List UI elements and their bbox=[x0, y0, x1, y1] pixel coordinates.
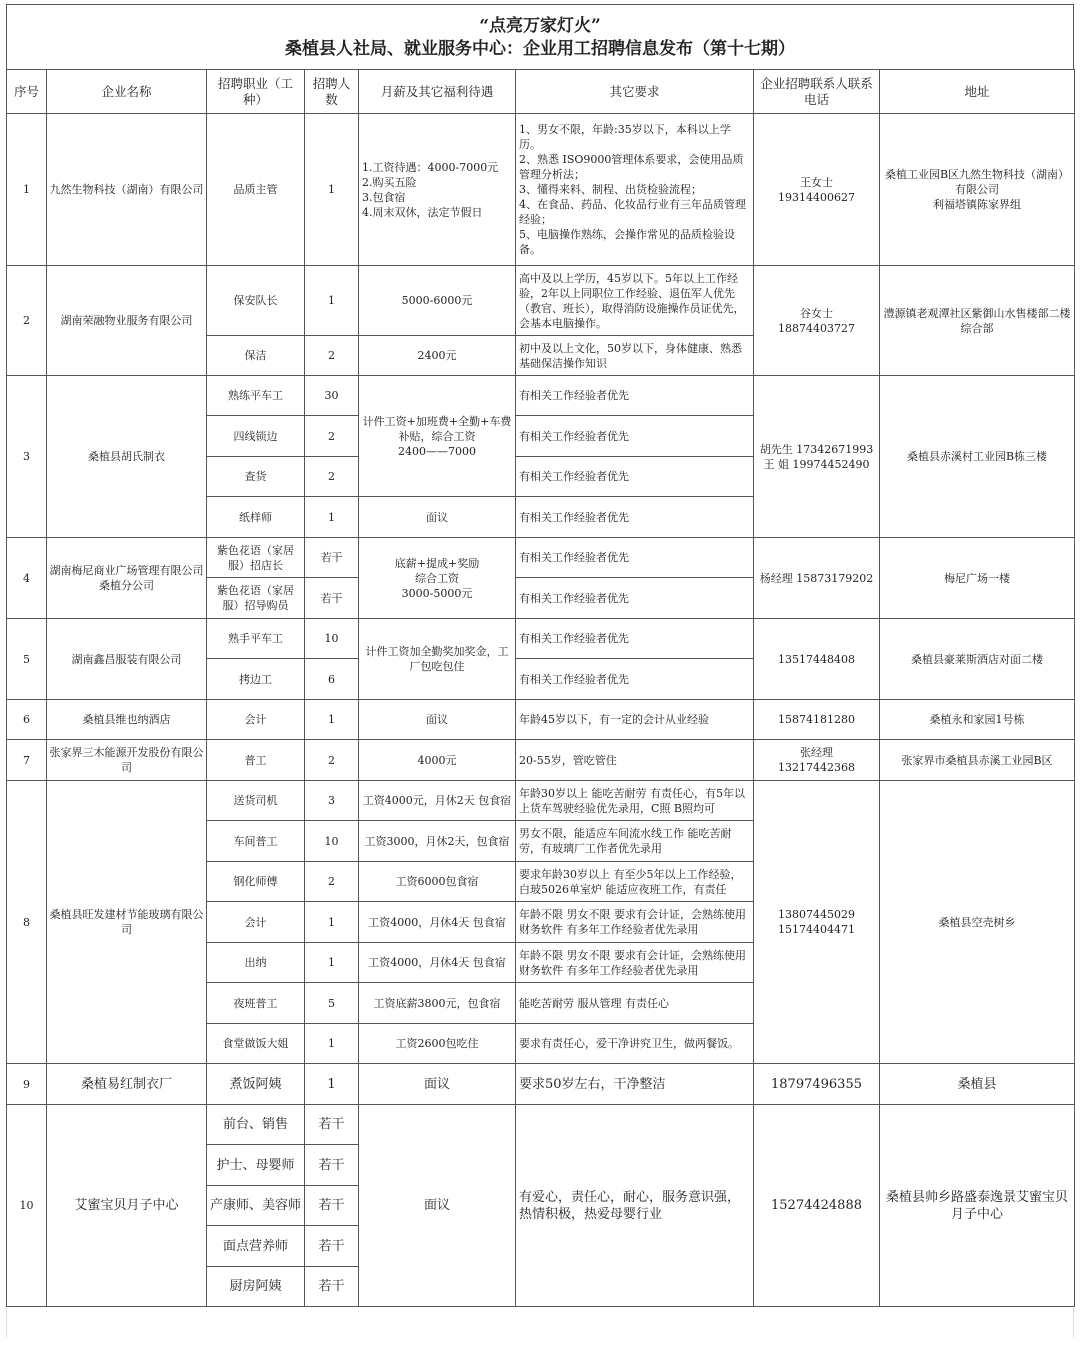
address-cell: 桑植县赤溪村工业园B栋三楼 bbox=[880, 376, 1075, 538]
position-cell: 普工 bbox=[207, 740, 305, 781]
header-salary: 月薪及其它福利待遇 bbox=[359, 70, 516, 114]
count-cell: 若干 bbox=[305, 1267, 359, 1307]
count-cell: 2 bbox=[305, 416, 359, 457]
position-cell: 会计 bbox=[207, 902, 305, 943]
position-cell: 食堂做饭大姐 bbox=[207, 1024, 305, 1064]
requirements-cell: 有相关工作经验者优先 bbox=[516, 497, 754, 538]
company-cell: 湖南荣融物业服务有限公司 bbox=[47, 266, 207, 376]
address-cell: 桑植县帅乡路盛泰逸景艾蜜宝贝月子中心 bbox=[880, 1105, 1075, 1307]
requirements-cell: 有相关工作经验者优先 bbox=[516, 457, 754, 497]
address-cell: 桑植工业园B区九然生物科技（湖南）有限公司 利福塔镇陈家界组 bbox=[880, 114, 1075, 266]
table-row bbox=[7, 1064, 1075, 1105]
count-cell: 若干 bbox=[305, 1226, 359, 1267]
position-cell: 四线锁边 bbox=[207, 416, 305, 457]
requirements-cell: 年龄不限 男女不限 要求有会计证，会熟练使用财务软件 有多年工作经验者优先录用 bbox=[516, 902, 754, 943]
table-row bbox=[7, 700, 1075, 740]
count-cell: 2 bbox=[305, 336, 359, 376]
salary-cell: 工资底薪3800元，包食宿 bbox=[359, 983, 516, 1024]
address-cell: 张家界市桑植县赤溪工业园B区 bbox=[880, 740, 1075, 781]
contact-cell: 13807445029 15174404471 bbox=[754, 781, 880, 1064]
table-row bbox=[7, 114, 1075, 266]
salary-cell: 1.工资待遇：4000-7000元 2.购买五险 3.包食宿 4.周末双休，法定节假日 bbox=[359, 114, 516, 266]
title-slogan: “点亮万家灯火” bbox=[479, 16, 601, 36]
count-cell: 1 bbox=[305, 902, 359, 943]
position-cell: 紫色花语（家居服）招店长 bbox=[207, 538, 305, 578]
position-cell: 保安队长 bbox=[207, 266, 305, 336]
count-cell: 5 bbox=[305, 983, 359, 1024]
requirements-cell: 要求年龄30岁以上 有至少5年以上工作经验，白玻5026单室炉 能适应夜班工作，有责任 bbox=[516, 862, 754, 902]
contact-cell: 杨经理 15873179202 bbox=[754, 538, 880, 619]
salary-cell: 面议 bbox=[359, 1105, 516, 1307]
position-cell: 产康师、美容师 bbox=[207, 1186, 305, 1226]
count-cell: 3 bbox=[305, 781, 359, 821]
contact-cell: 13517448408 bbox=[754, 619, 880, 700]
position-cell: 煮饭阿姨 bbox=[207, 1064, 305, 1105]
salary-cell: 5000-6000元 bbox=[359, 266, 516, 336]
seq-cell: 10 bbox=[7, 1105, 47, 1307]
company-cell: 湖南梅尼商业广场管理有限公司桑植分公司 bbox=[47, 538, 207, 619]
seq-cell: 6 bbox=[7, 700, 47, 740]
contact-cell: 18797496355 bbox=[754, 1064, 880, 1105]
table-row bbox=[7, 376, 1075, 416]
count-cell: 30 bbox=[305, 376, 359, 416]
position-cell: 厨房阿姨 bbox=[207, 1267, 305, 1307]
seq-cell: 1 bbox=[7, 114, 47, 266]
requirements-cell: 初中及以上文化，50岁以下，身体健康、熟悉基础保洁操作知识 bbox=[516, 336, 754, 376]
count-cell: 1 bbox=[305, 1064, 359, 1105]
table-row bbox=[7, 781, 1075, 821]
contact-cell: 15274424888 bbox=[754, 1105, 880, 1307]
position-cell: 车间普工 bbox=[207, 821, 305, 862]
header-address: 地址 bbox=[880, 70, 1075, 114]
position-cell: 拷边工 bbox=[207, 659, 305, 700]
address-cell: 桑植县空壳树乡 bbox=[880, 781, 1075, 1064]
count-cell: 若干 bbox=[305, 1105, 359, 1145]
seq-cell: 5 bbox=[7, 619, 47, 700]
table-row bbox=[7, 538, 1075, 578]
company-cell: 桑植县胡氏制衣 bbox=[47, 376, 207, 538]
seq-cell: 2 bbox=[7, 266, 47, 376]
requirements-cell: 年龄45岁以下，有一定的会计从业经验 bbox=[516, 700, 754, 740]
position-cell: 钢化师傅 bbox=[207, 862, 305, 902]
count-cell: 若干 bbox=[305, 578, 359, 619]
address-cell: 桑植县豪莱斯酒店对面二楼 bbox=[880, 619, 1075, 700]
requirements-cell: 有相关工作经验者优先 bbox=[516, 376, 754, 416]
position-cell: 查货 bbox=[207, 457, 305, 497]
header-count: 招聘人数 bbox=[305, 70, 359, 114]
salary-cell: 底薪+提成+奖励 综合工资 3000-5000元 bbox=[359, 538, 516, 619]
company-cell: 艾蜜宝贝月子中心 bbox=[47, 1105, 207, 1307]
header-position: 招聘职业（工种） bbox=[207, 70, 305, 114]
contact-cell: 15874181280 bbox=[754, 700, 880, 740]
recruitment-sheet bbox=[6, 4, 1074, 1337]
position-cell: 熟练平车工 bbox=[207, 376, 305, 416]
table-row bbox=[7, 619, 1075, 659]
count-cell: 若干 bbox=[305, 538, 359, 578]
salary-cell: 面议 bbox=[359, 497, 516, 538]
salary-cell: 工资4000元，月休2天 包食宿 bbox=[359, 781, 516, 821]
position-cell: 出纳 bbox=[207, 943, 305, 983]
address-cell: 澧源镇老观潭社区紫御山水售楼部二楼 综合部 bbox=[880, 266, 1075, 376]
count-cell: 1 bbox=[305, 1024, 359, 1064]
title-block bbox=[6, 4, 1074, 69]
header-company: 企业名称 bbox=[47, 70, 207, 114]
position-cell: 送货司机 bbox=[207, 781, 305, 821]
count-cell: 若干 bbox=[305, 1186, 359, 1226]
company-cell: 桑植县维也纳酒店 bbox=[47, 700, 207, 740]
salary-cell: 工资2600包吃住 bbox=[359, 1024, 516, 1064]
page-title: 桑植县人社局、就业服务中心：企业用工招聘信息发布（第十七期） bbox=[285, 39, 795, 59]
contact-cell: 谷女士 18874403727 bbox=[754, 266, 880, 376]
requirements-cell: 高中及以上学历，45岁以下。5年以上工作经验，2年以上同职位工作经验、退伍军人优先（教官、班长），取得消防设施操作员证优先，会基本电脑操作。 bbox=[516, 266, 754, 336]
position-cell: 紫色花语（家居服）招导购员 bbox=[207, 578, 305, 619]
requirements-cell: 年龄30岁以上 能吃苦耐劳 有责任心，有5年以上货车驾驶经验优先录用，C照 B照均可 bbox=[516, 781, 754, 821]
count-cell: 1 bbox=[305, 497, 359, 538]
position-cell: 夜班普工 bbox=[207, 983, 305, 1024]
position-cell: 护士、母婴师 bbox=[207, 1145, 305, 1186]
salary-cell: 计件工资加全勤奖加奖金，工厂包吃包住 bbox=[359, 619, 516, 700]
company-cell: 张家界三木能源开发股份有限公司 bbox=[47, 740, 207, 781]
company-cell: 桑植县旺发建材节能玻璃有限公司 bbox=[47, 781, 207, 1064]
count-cell: 2 bbox=[305, 862, 359, 902]
salary-cell: 工资4000，月休4天 包食宿 bbox=[359, 943, 516, 983]
salary-cell: 工资4000，月休4天 包食宿 bbox=[359, 902, 516, 943]
recruitment-table bbox=[6, 69, 1075, 1307]
table-row bbox=[7, 740, 1075, 781]
count-cell: 2 bbox=[305, 740, 359, 781]
table-row bbox=[7, 1105, 1075, 1145]
header-requirements: 其它要求 bbox=[516, 70, 754, 114]
address-cell: 梅尼广场一楼 bbox=[880, 538, 1075, 619]
requirements-cell: 有相关工作经验者优先 bbox=[516, 578, 754, 619]
seq-cell: 8 bbox=[7, 781, 47, 1064]
count-cell: 1 bbox=[305, 700, 359, 740]
count-cell: 10 bbox=[305, 821, 359, 862]
requirements-cell: 年龄不限 男女不限 要求有会计证，会熟练使用财务软件 有多年工作经验者优先录用 bbox=[516, 943, 754, 983]
requirements-cell: 20-55岁，管吃管住 bbox=[516, 740, 754, 781]
contact-cell: 张经理 13217442368 bbox=[754, 740, 880, 781]
contact-cell: 胡先生 17342671993 王 姐 19974452490 bbox=[754, 376, 880, 538]
requirements-cell: 要求有责任心，爱干净讲究卫生，做两餐饭。 bbox=[516, 1024, 754, 1064]
seq-cell: 7 bbox=[7, 740, 47, 781]
company-cell: 湖南鑫昌服装有限公司 bbox=[47, 619, 207, 700]
company-cell: 九然生物科技（湖南）有限公司 bbox=[47, 114, 207, 266]
count-cell: 1 bbox=[305, 943, 359, 983]
contact-cell: 王女士 19314400627 bbox=[754, 114, 880, 266]
requirements-cell: 要求50岁左右，干净整洁 bbox=[516, 1064, 754, 1105]
count-cell: 若干 bbox=[305, 1145, 359, 1186]
company-cell: 桑植易红制衣厂 bbox=[47, 1064, 207, 1105]
count-cell: 1 bbox=[305, 114, 359, 266]
count-cell: 1 bbox=[305, 266, 359, 336]
requirements-cell: 1、男女不限，年龄:35岁以下，本科以上学历。 2、熟悉 ISO9000管理体系要求，会使用品质管理分析法； 3、懂得来料、制程、出货检验流程； 4、在食品、药品、化妆品行业有三年品质管理经验； 5、电脑操作熟练，会操作常见的品质检验设备。 bbox=[516, 114, 754, 266]
position-cell: 面点营养师 bbox=[207, 1226, 305, 1267]
seq-cell: 9 bbox=[7, 1064, 47, 1105]
count-cell: 6 bbox=[305, 659, 359, 700]
count-cell: 10 bbox=[305, 619, 359, 659]
header-row bbox=[7, 70, 1075, 114]
salary-cell: 工资6000包食宿 bbox=[359, 862, 516, 902]
header-seq: 序号 bbox=[7, 70, 47, 114]
salary-cell: 面议 bbox=[359, 1064, 516, 1105]
address-cell: 桑植永和家园1号栋 bbox=[880, 700, 1075, 740]
requirements-cell: 有相关工作经验者优先 bbox=[516, 538, 754, 578]
bottom-margin bbox=[6, 1307, 1074, 1337]
position-cell: 会计 bbox=[207, 700, 305, 740]
table-row bbox=[7, 266, 1075, 336]
requirements-cell: 有相关工作经验者优先 bbox=[516, 619, 754, 659]
seq-cell: 3 bbox=[7, 376, 47, 538]
requirements-cell: 有相关工作经验者优先 bbox=[516, 659, 754, 700]
position-cell: 熟手平车工 bbox=[207, 619, 305, 659]
position-cell: 前台、销售 bbox=[207, 1105, 305, 1145]
count-cell: 2 bbox=[305, 457, 359, 497]
requirements-cell: 有爱心，责任心，耐心，服务意识强，热情积极，热爱母婴行业 bbox=[516, 1105, 754, 1307]
salary-cell: 工资3000，月休2天，包食宿 bbox=[359, 821, 516, 862]
address-cell: 桑植县 bbox=[880, 1064, 1075, 1105]
salary-cell: 面议 bbox=[359, 700, 516, 740]
position-cell: 品质主管 bbox=[207, 114, 305, 266]
requirements-cell: 有相关工作经验者优先 bbox=[516, 416, 754, 457]
requirements-cell: 男女不限，能适应车间流水线工作 能吃苦耐劳，有玻璃厂工作者优先录用 bbox=[516, 821, 754, 862]
seq-cell: 4 bbox=[7, 538, 47, 619]
requirements-cell: 能吃苦耐劳 服从管理 有责任心 bbox=[516, 983, 754, 1024]
position-cell: 纸样师 bbox=[207, 497, 305, 538]
header-contact: 企业招聘联系人联系电话 bbox=[754, 70, 880, 114]
position-cell: 保洁 bbox=[207, 336, 305, 376]
salary-cell: 计件工资+加班费+全勤+车费补贴，综合工资 2400——7000 bbox=[359, 376, 516, 497]
salary-cell: 2400元 bbox=[359, 336, 516, 376]
salary-cell: 4000元 bbox=[359, 740, 516, 781]
